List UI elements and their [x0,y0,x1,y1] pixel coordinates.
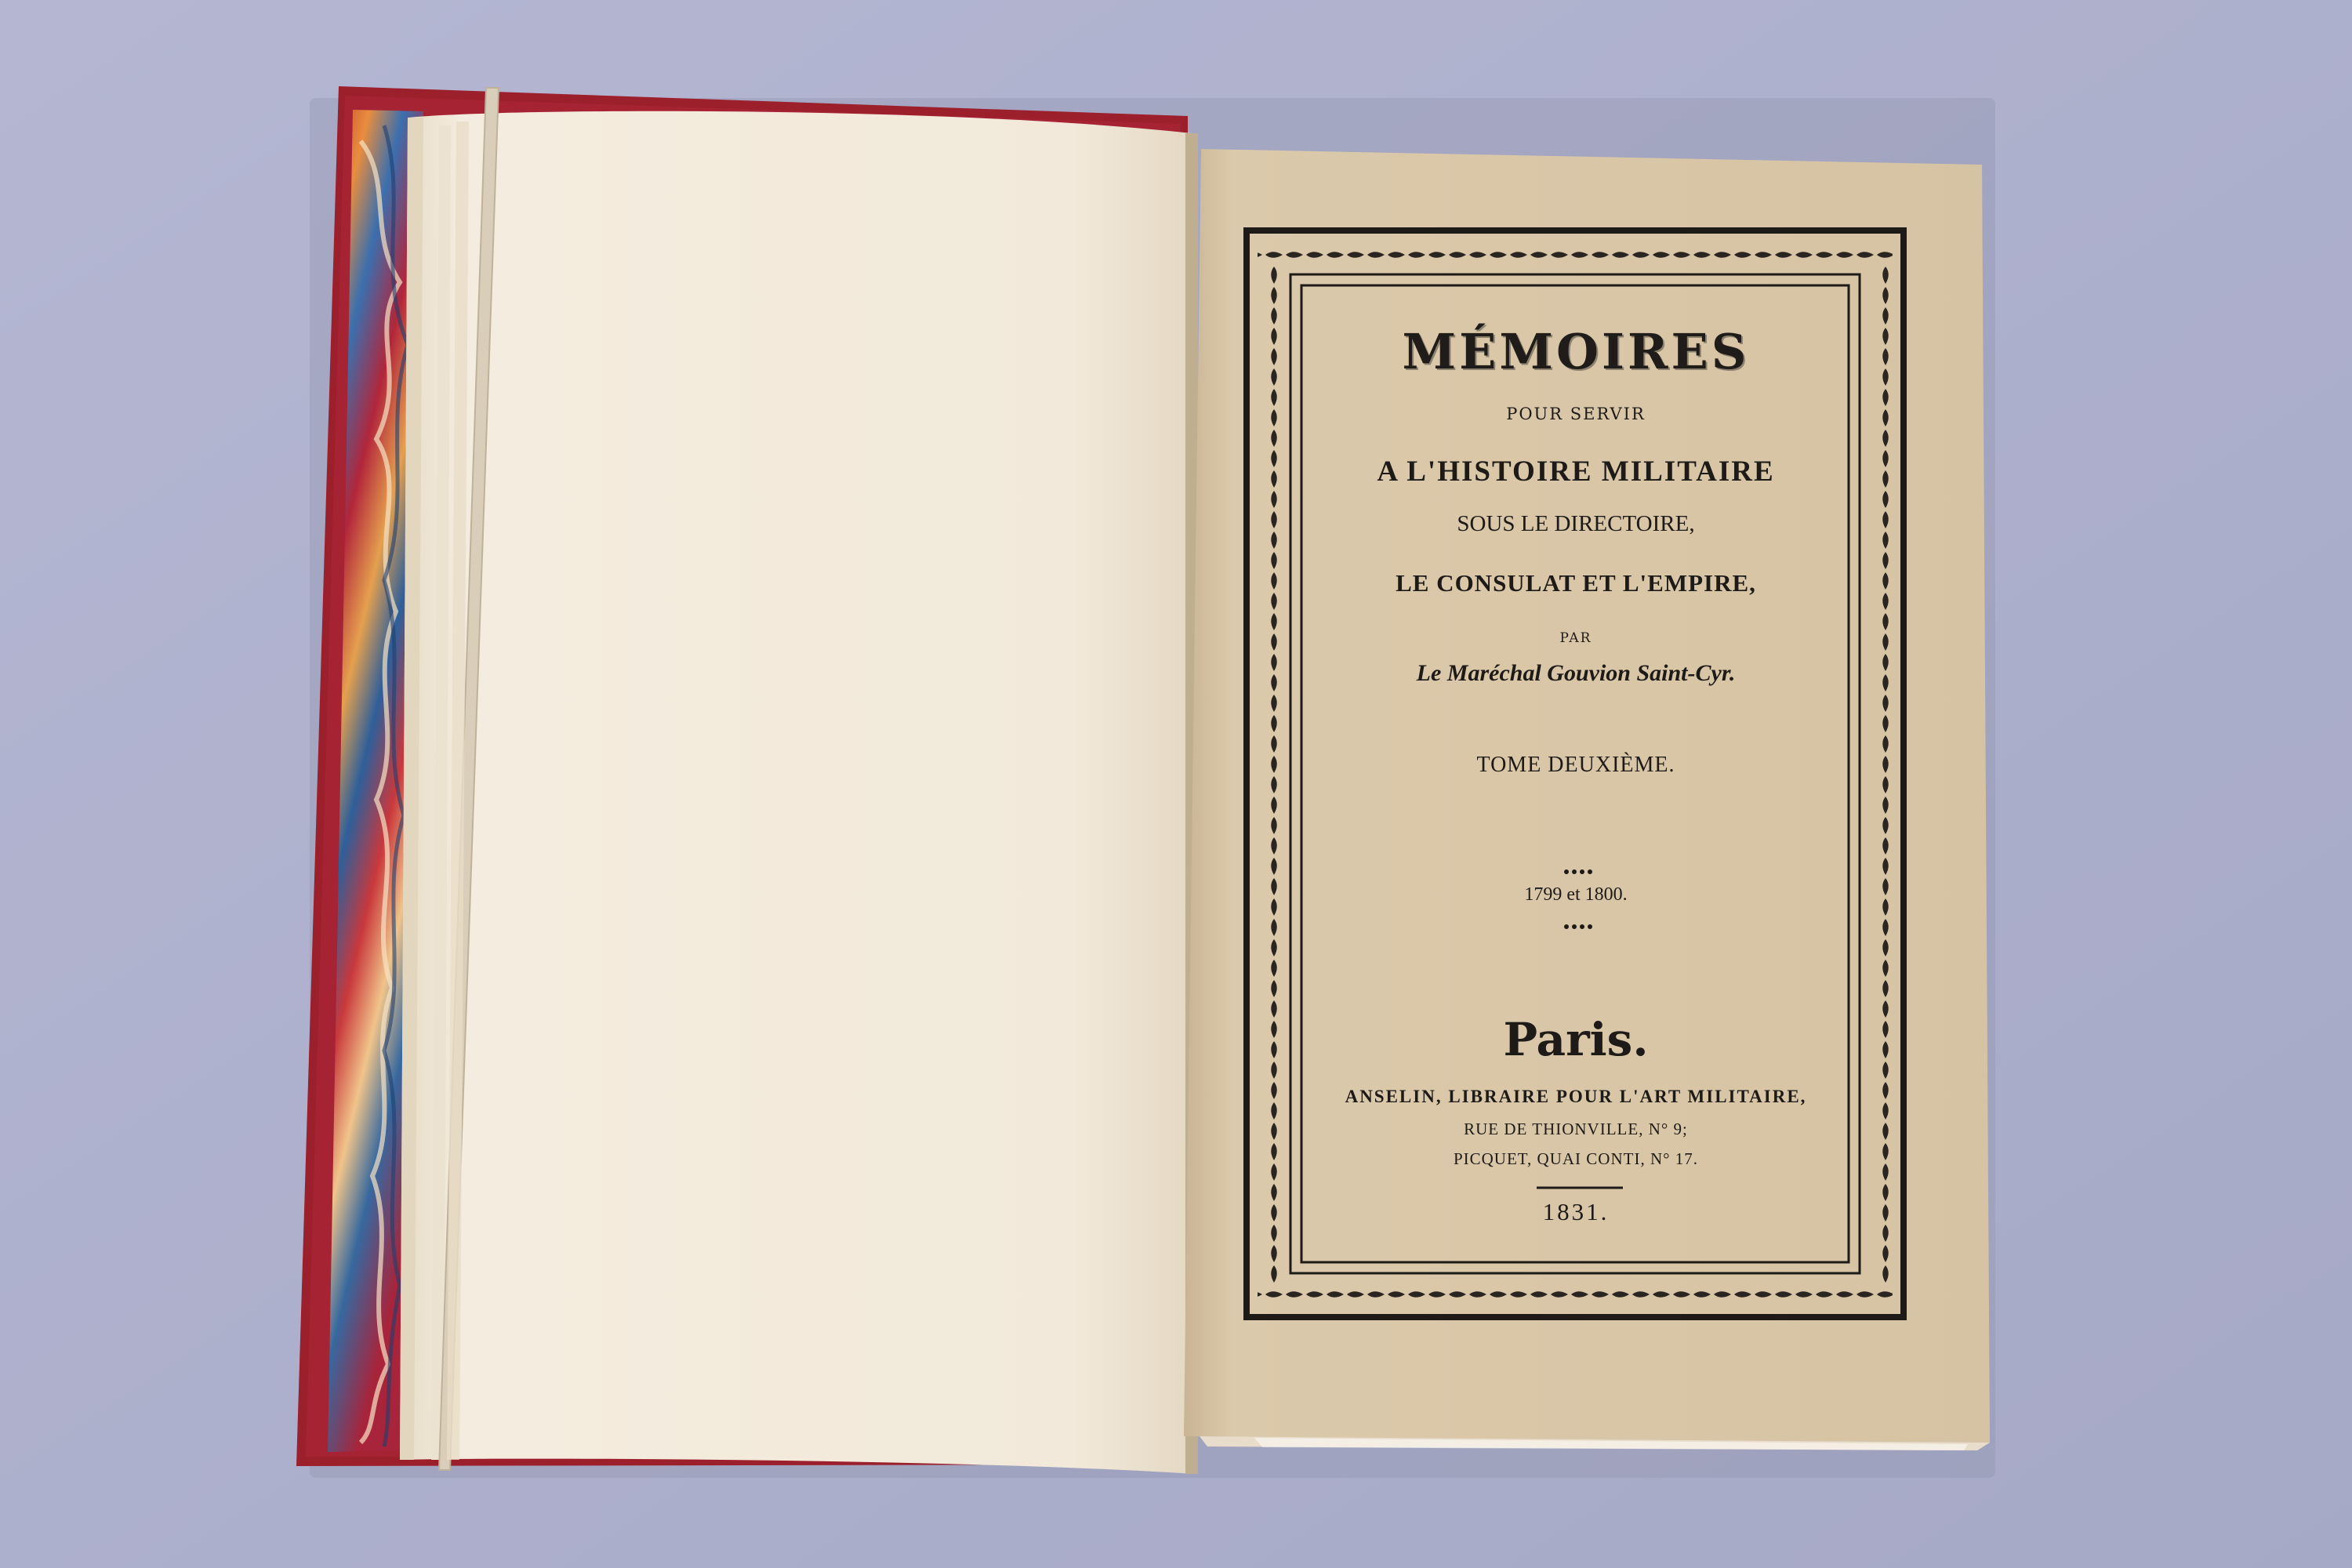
line-consulat-empire: LE CONSULAT ET L'EMPIRE, [1396,569,1756,597]
address-line-2: PICQUET, QUAI CONTI, N° 17. [1453,1149,1699,1168]
publication-year: 1831. [1542,1198,1610,1225]
publisher-line: ANSELIN, LIBRAIRE POUR L'ART MILITAIRE, [1345,1087,1807,1106]
line-par: PAR [1559,630,1592,646]
author-line: Le Maréchal Gouvion Saint-Cyr. [1416,660,1736,686]
blank-flyleaf [400,111,1193,1474]
years-line: 1799 et 1800. [1524,884,1628,905]
city-line: Paris. [1503,1013,1649,1066]
line-pour-servir: POUR SERVIR [1506,405,1646,423]
book-title: MÉMOIRES [1402,323,1750,380]
volume-line: TOME DEUXIÈME. [1476,753,1675,777]
line-directoire: SOUS LE DIRECTOIRE, [1457,511,1695,536]
address-line-1: RUE DE THIONVILLE, N° 9; [1464,1120,1688,1138]
line-histoire-militaire: A L'HISTOIRE MILITAIRE [1377,456,1775,488]
